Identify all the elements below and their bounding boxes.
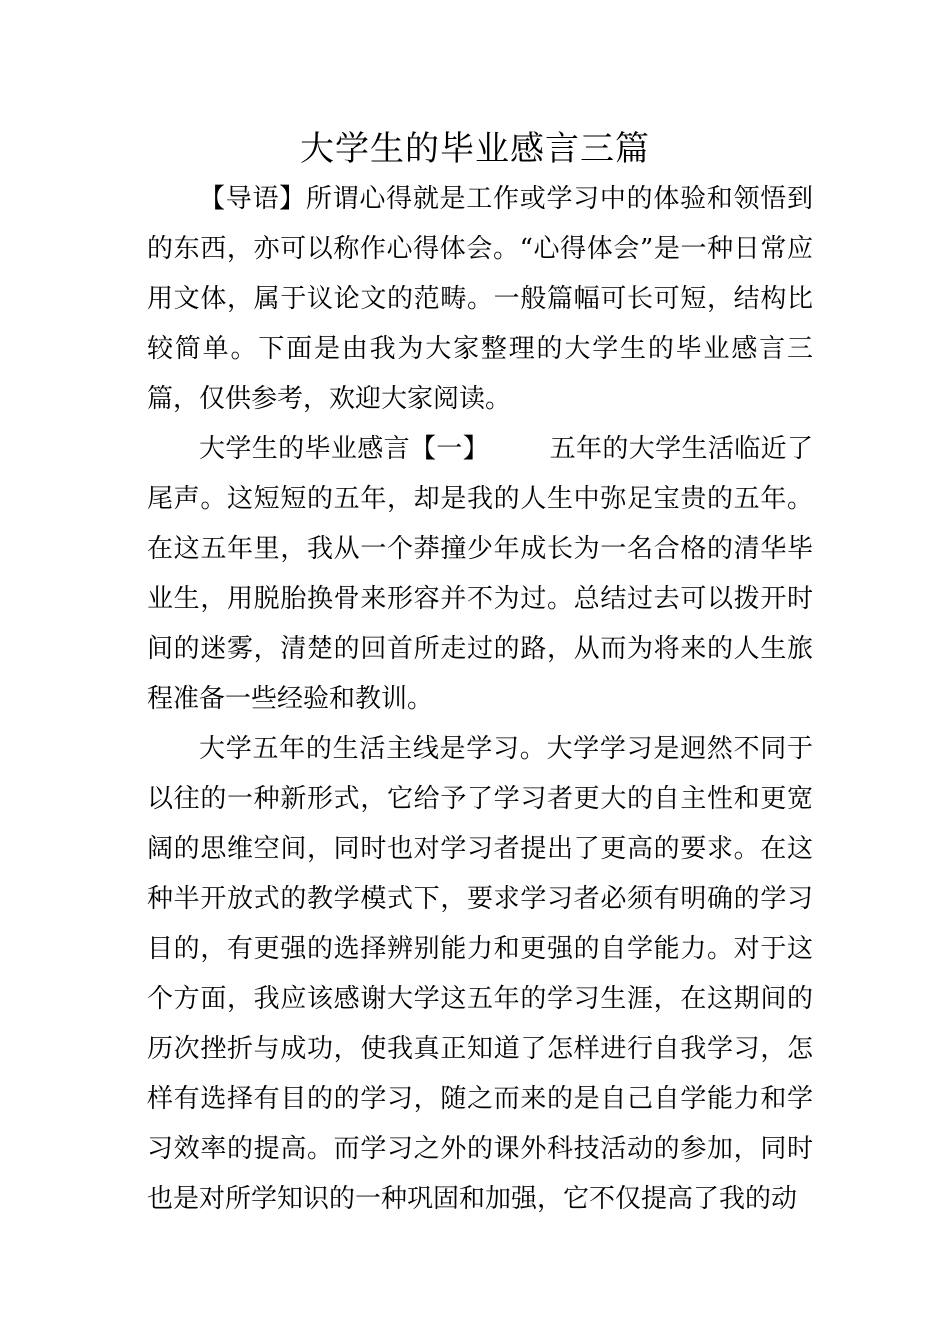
study-paragraph: 大学五年的生活主线是学习。大学学习是迥然不同于以往的一种新形式，它给予了学习者更大的自主性和更宽阔的思维空间，同时也对学习者提出了更高的要求。在这种半开放式的教学模式下，要求学习者必须有明确的学习目的，有更强的选择辨别能力和更强的自学能力。对于这个方面，我应该感谢大学这五年的学习生涯，在这期间的历次挫折与成功，使我真正知道了怎样进行自我学习，怎样有选择有目的的学习，随之而来的是自己自学能力和学习效率的提高。而学习之外的课外科技活动的参加，同时也是对所学知识的一种巩固和加强，它不仅提高了我的动 bbox=[147, 734, 813, 1214]
section-one-text: 五年的大学生活临近了尾声。这短短的五年，却是我的人生中弥足宝贵的五年。在这五年里，我从一个莽撞少年成长为一名合格的清华毕业生，用脱胎换骨来形容并不为过。总结过去可以拨开时间的迷雾，清楚的回首所走过的路，从而为将来的人生旅程准备一些经验和教训。 bbox=[147, 434, 813, 714]
intro-paragraph: 【导语】所谓心得就是工作或学习中的体验和领悟到的东西，亦可以称作心得体会。“心得体会”是一种日常应用文体，属于议论文的范畴。一般篇幅可长可短，结构比较简单。下面是由我为大家整理的大学生的毕业感言三篇，仅供参考，欢迎大家阅读。 bbox=[147, 184, 813, 414]
document-body bbox=[147, 174, 813, 1224]
section-one-heading: 大学生的毕业感言【一】 bbox=[199, 434, 490, 464]
page-title: 大学生的毕业感言三篇 bbox=[300, 129, 650, 169]
section-one-paragraph bbox=[147, 424, 813, 724]
